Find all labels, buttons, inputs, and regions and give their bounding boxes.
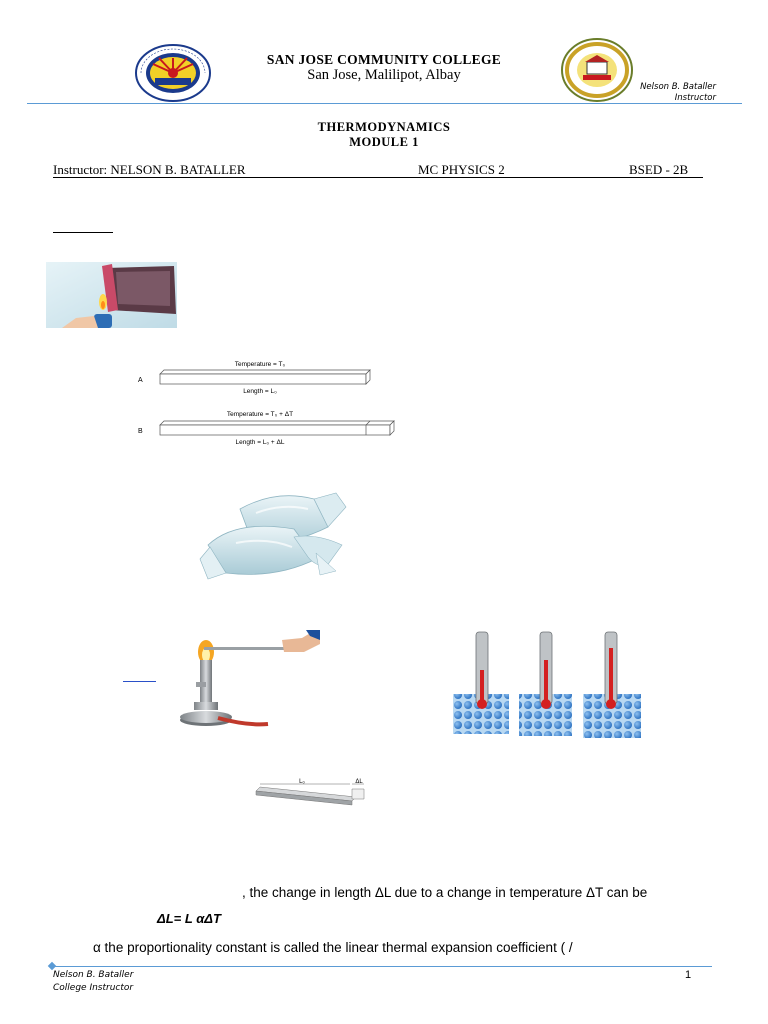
instructor-line: Instructor: NELSON B. BATALLER — [53, 162, 246, 177]
rod-a-length-label: Length = L₀ — [243, 388, 277, 395]
college-address: San Jose, Malilipot, Albay — [307, 67, 461, 83]
bar-dl-label: ΔL — [355, 779, 363, 785]
module-title: MODULE 1 — [349, 135, 419, 149]
ice-bags-photo — [196, 487, 356, 582]
rod-b — [160, 421, 394, 435]
college-name: SAN JOSE COMMUNITY COLLEGE — [266, 52, 502, 67]
body-sentence-2: α the proportionality constant is called the linear thermal expansion coefficient ( / — [93, 940, 573, 955]
course-code: MC PHYSICS 2 — [418, 162, 505, 177]
hyperlink-underline[interactable] — [123, 681, 156, 682]
bunsen-burner-rod-photo — [178, 630, 320, 730]
rod-a — [160, 370, 370, 384]
header-signature-name: Nelson B. Bataller — [640, 82, 716, 92]
footer-role: College Instructor — [53, 983, 134, 993]
thermometer-2 — [519, 632, 572, 736]
subject-title: THERMODYNAMICS — [317, 120, 451, 134]
rod-a-label: A — [138, 377, 143, 384]
rod-b-length-label: Length = L₀ + ΔL — [235, 439, 285, 446]
header-signature-role: Instructor — [674, 93, 716, 103]
thermometer-3 — [583, 632, 641, 738]
thermal-expansion-rods-diagram — [130, 355, 400, 455]
class-section: BSED - 2B — [629, 162, 689, 177]
footer-rule — [52, 966, 712, 967]
footer-signature — [53, 969, 133, 995]
rod-b-temp-label: Temperature = T₀ + ΔT — [226, 411, 294, 418]
header-signature — [610, 82, 716, 104]
expanding-bar-diagram — [252, 775, 384, 807]
linear-expansion-formula: ΔL= L αΔT — [157, 911, 221, 926]
header-rule — [27, 103, 742, 104]
bar-l0-label: L₀ — [299, 779, 305, 785]
body-sentence-1: , the change in length ΔL due to a change in temperature ΔT can be — [242, 885, 648, 900]
section-heading-underline — [53, 232, 113, 233]
rod-b-label: B — [138, 428, 143, 435]
info-underline — [53, 177, 703, 178]
jar-heating-photo — [46, 262, 177, 328]
thermometers-in-ice-figure — [453, 630, 643, 740]
rod-a-temp-label: Temperature = T₀ — [234, 361, 286, 368]
footer-name: Nelson B. Bataller — [53, 970, 134, 980]
page-number: 1 — [685, 969, 692, 981]
thermometer-1 — [453, 632, 509, 734]
